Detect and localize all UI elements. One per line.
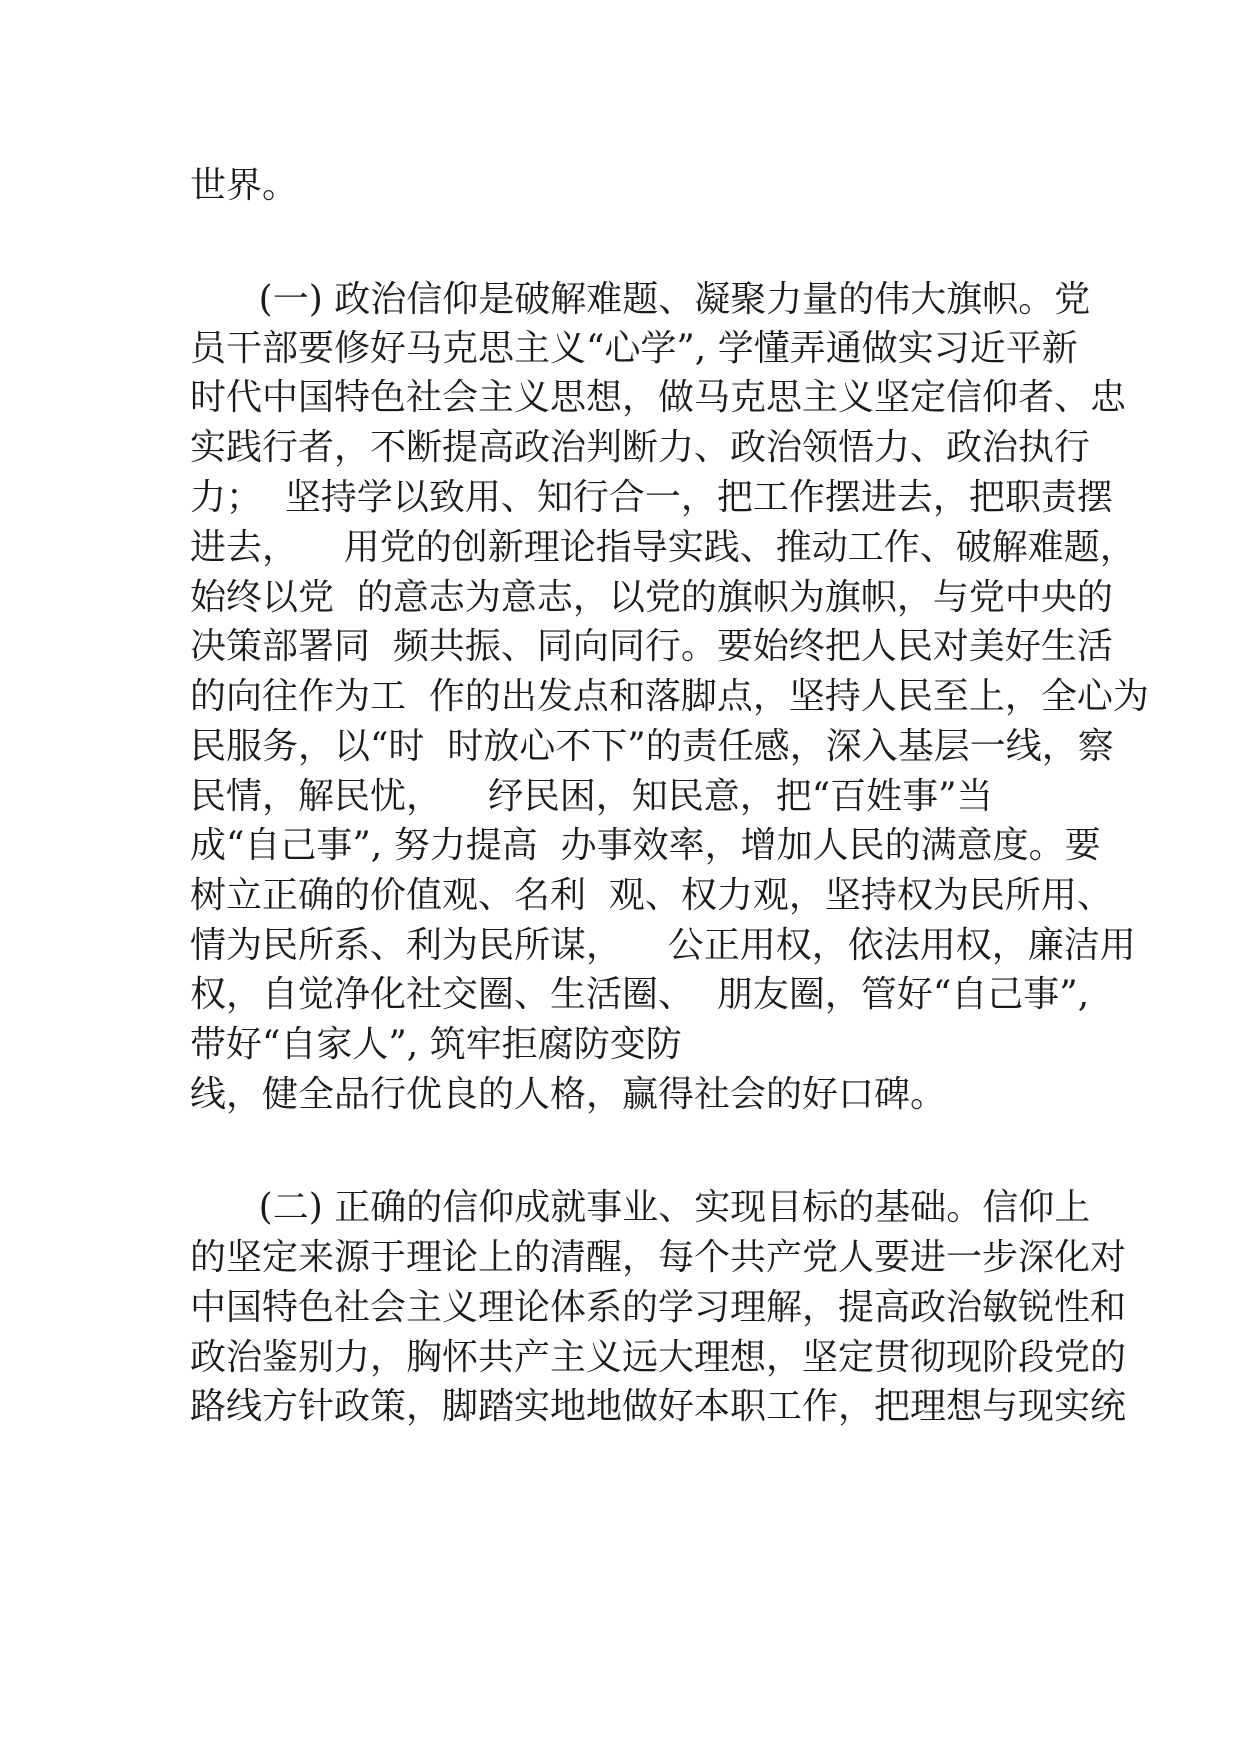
text-line: (一) 政治信仰是破解难题、凝聚力量的伟大旗帜。党 xyxy=(190,279,1091,320)
text-line: 带好“自家人”, 筑牢拒腐防变防 xyxy=(190,1024,682,1065)
text-line: 进去， 用党的创新理论指导实践、推动工作、破解难题， xyxy=(190,527,1136,568)
text-line: 员干部要修好马克思主义“心学”, 学懂弄通做实习近平新 xyxy=(190,328,1078,369)
text-line: 线，健全品行优良的人格，赢得社会的好口碑。 xyxy=(190,1074,947,1115)
text-line: 成“自己事”, 努力提高 办事效率，增加人民的满意度。要 xyxy=(190,825,1101,866)
text-line: 的向往作为工 作的出发点和落脚点，坚持人民至上，全心为 xyxy=(190,676,1149,717)
text-line: 中国特色社会主义理论体系的学习理解，提高政治敏锐性和 xyxy=(190,1287,1127,1328)
text-line: 路线方针政策，脚踏实地地做好本职工作，把理想与现实统 xyxy=(190,1386,1127,1427)
text-line: 民服务，以“时 时放心不下”的责任感，深入基层一线，察 xyxy=(190,726,1114,767)
text-line: 权，自觉净化社交圈、生活圈、 朋友圈，管好“自己事”, xyxy=(190,974,1090,1015)
text-line: 始终以党 的意志为意志，以党的旗帜为旗帜，与党中央的 xyxy=(190,577,1113,618)
text-line: 力； 坚持学以致用、知行合一，把工作摆进去，把职责摆 xyxy=(190,477,1113,518)
text-line: 情为民所系、利为民所谋， 公正用权，依法用权，廉洁用 xyxy=(190,925,1136,966)
text-line: 民情，解民忧， 纾民困，知民意，把“百姓事”当 xyxy=(190,776,993,817)
text-line: 实践行者，不断提高政治判断力、政治领悟力、政治执行 xyxy=(190,427,1091,468)
text-line: 政治鉴别力，胸怀共产主义远大理想，坚定贯彻现阶段党的 xyxy=(190,1337,1127,1378)
text-line: 的坚定来源于理论上的清醒，每个共产党人要进一步深化对 xyxy=(190,1237,1127,1278)
text-line: 决策部署同 频共振、同向同行。要始终把人民对美好生活 xyxy=(190,626,1113,667)
text-line: 时代中国特色社会主义思想，做马克思主义坚定信仰者、忠 xyxy=(190,377,1127,418)
text-line: 世界。 xyxy=(190,165,299,206)
text-line: (二) 正确的信仰成就事业、实现目标的基础。信仰上 xyxy=(190,1187,1091,1228)
text-line: 树立正确的价值观、名利 观、权力观，坚持权为民所用、 xyxy=(190,875,1113,916)
